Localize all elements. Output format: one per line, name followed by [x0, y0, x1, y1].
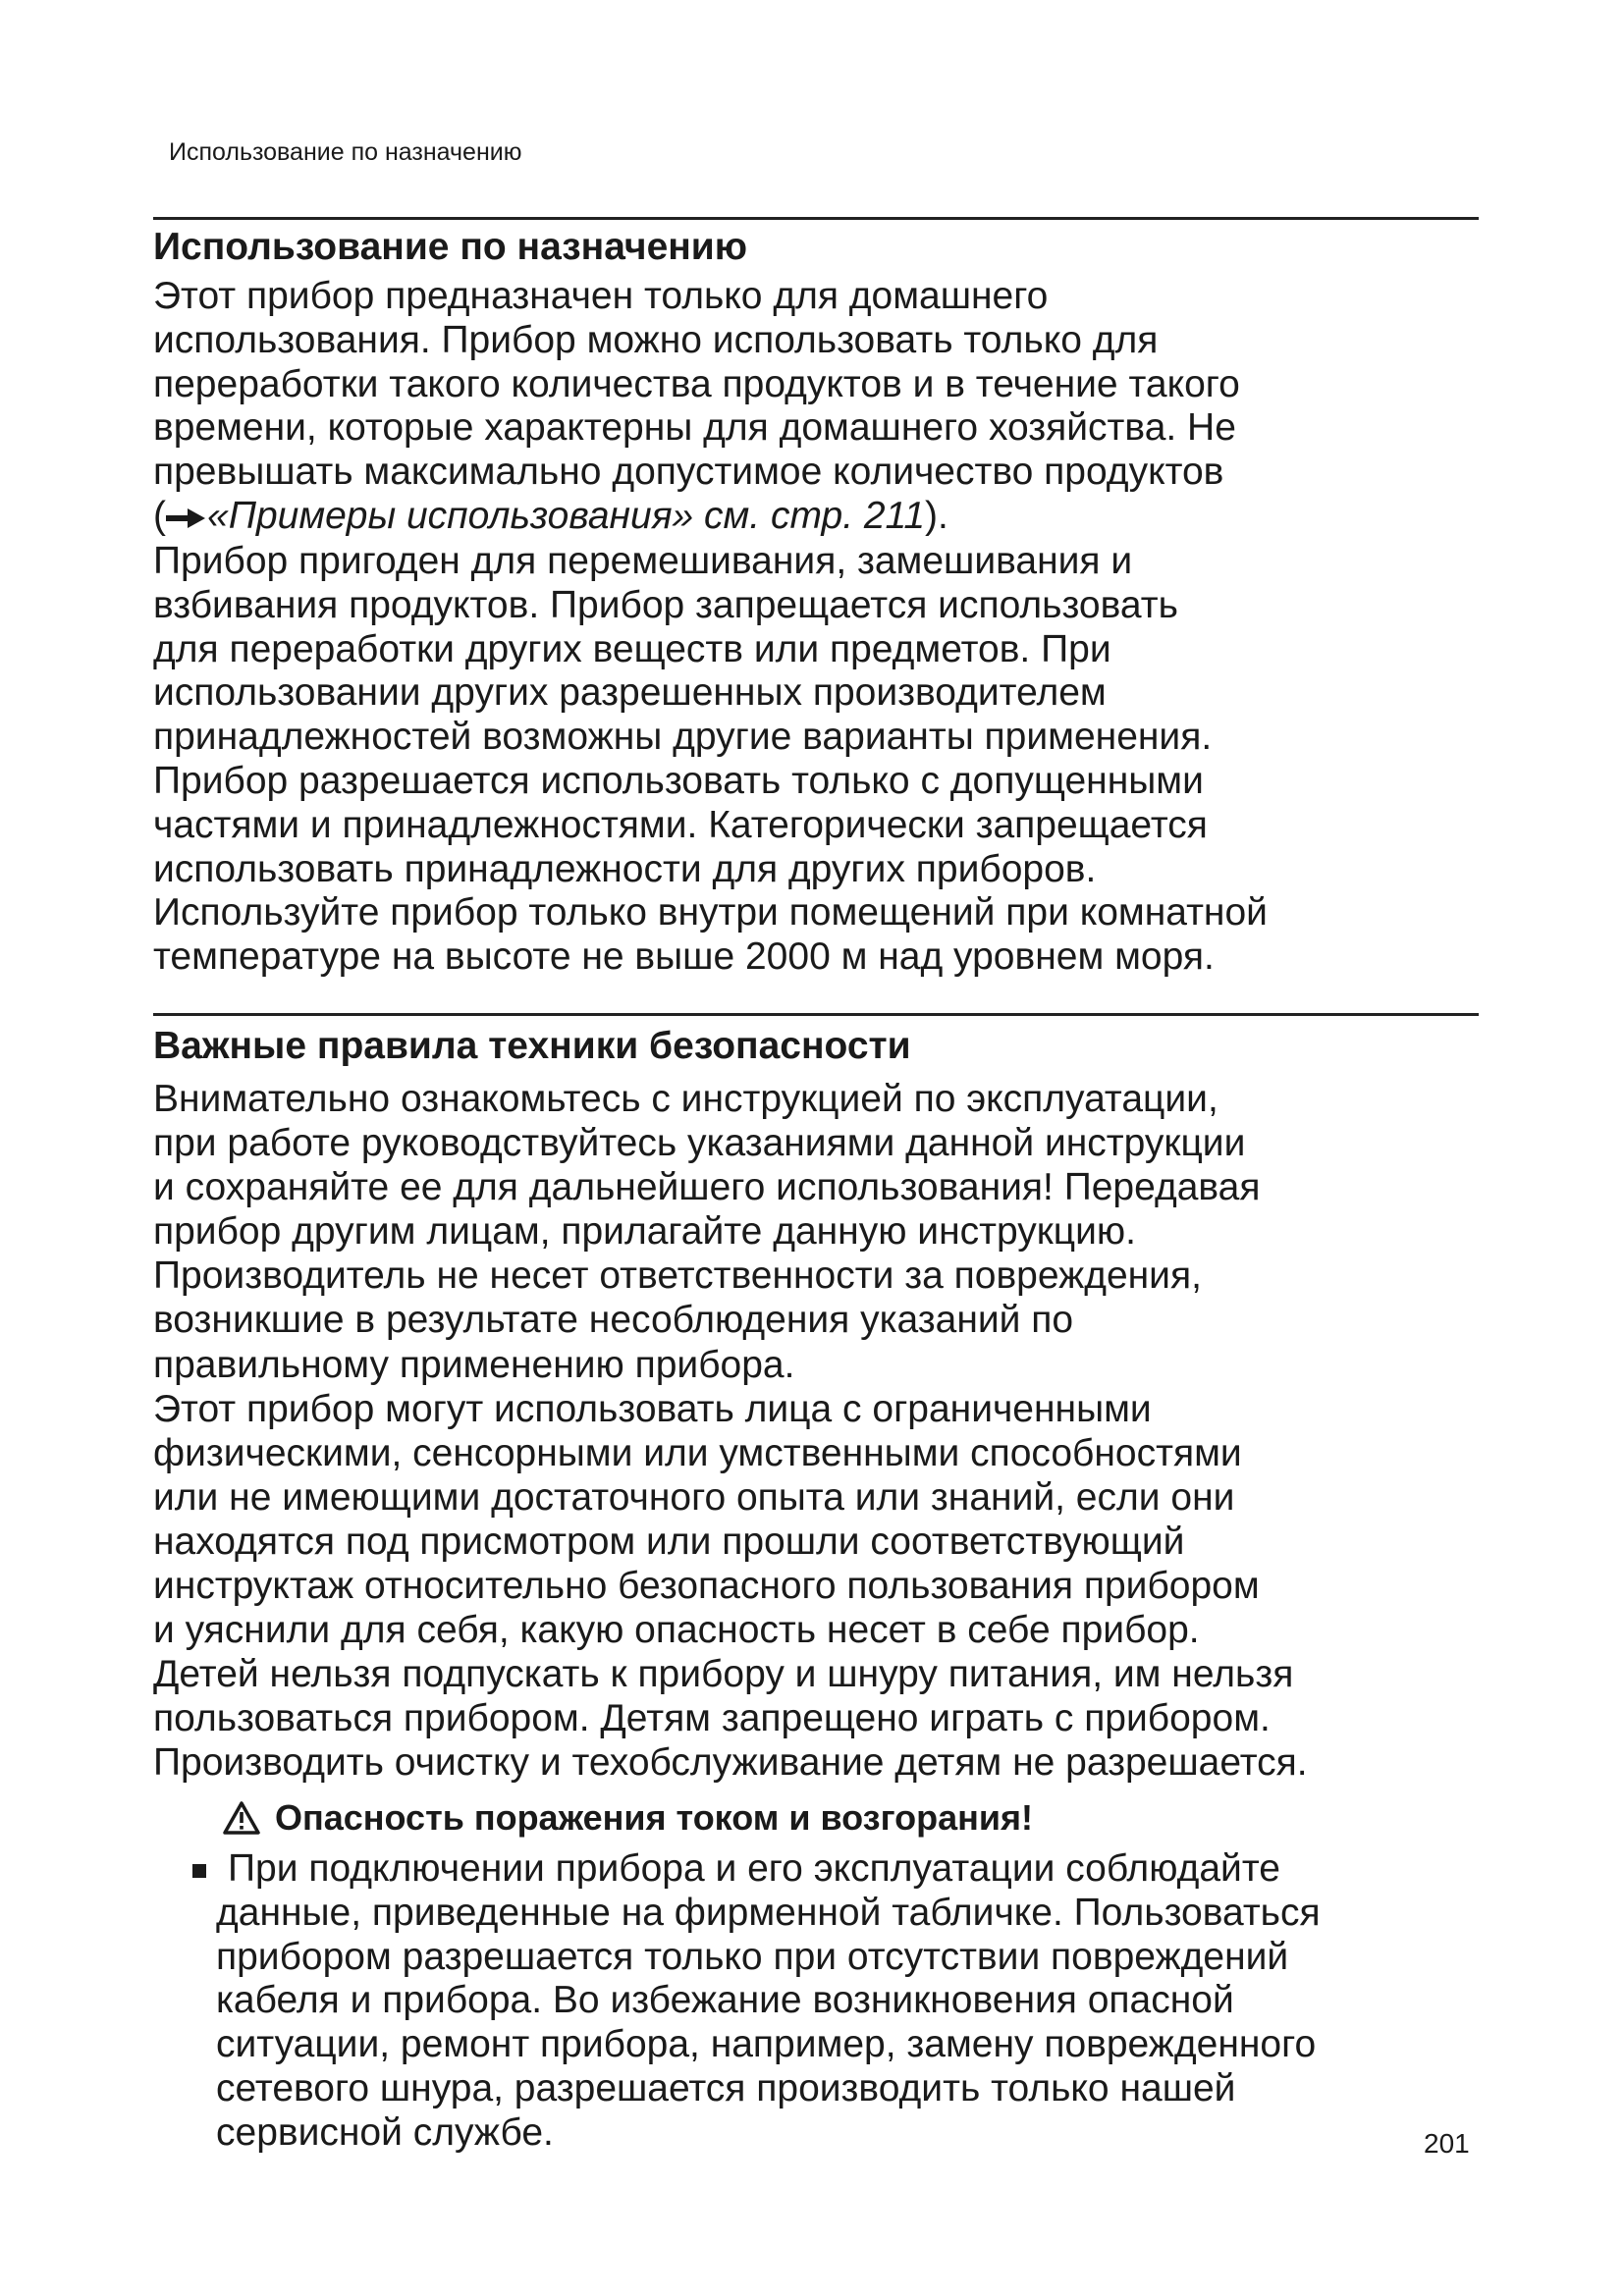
text-line: и сохраняйте ее для дальнейшего использования! Передавая: [153, 1166, 1261, 1209]
text-line: принадлежностей возможны другие варианты применения.: [153, 716, 1213, 759]
text-line: или не имеющими достаточного опыта или знаний, если они: [153, 1475, 1235, 1519]
text-line: При подключении прибора и его эксплуатации соблюдайте: [228, 1847, 1280, 1890]
xref-open-paren: (: [153, 494, 166, 537]
text-line: кабеля и прибора. Во избежание возникновения опасной: [216, 1979, 1234, 2022]
xref-close-paren: ).: [925, 494, 948, 537]
text-line: температуре на высоте не выше 2000 м над уровнем моря.: [153, 935, 1215, 979]
running-header: Использование по назначению: [169, 138, 522, 166]
warning-bullet: [192, 1847, 1498, 2156]
text-line: Внимательно ознакомьтесь с инструкцией по эксплуатации,: [153, 1078, 1218, 1120]
text-line: превышать максимально допустимое количество продуктов: [153, 451, 1224, 494]
text-line: использования. Прибор можно использовать только для: [153, 318, 1159, 361]
text-line: использовании других разрешенных производителем: [153, 671, 1107, 715]
text-line: для переработки других веществ или предметов. При: [153, 627, 1111, 670]
arrow-right-icon: [166, 496, 205, 540]
text-line: использовать принадлежности для других приборов.: [153, 847, 1097, 890]
warning-triangle-icon: [222, 1800, 261, 1847]
text-line: Детей нельзя подпускать к прибору и шнуру питания, им нельзя: [153, 1653, 1294, 1696]
text-line: находятся под присмотром или прошли соответствующий: [153, 1520, 1185, 1563]
text-line: прибором разрешается только при отсутствии повреждений: [216, 1935, 1289, 1978]
text-line: Прибор пригоден для перемешивания, замешивания и: [153, 540, 1133, 583]
warning-title-text: Опасность поражения током и возгорания!: [275, 1797, 1033, 1838]
warning-bullet-text: [206, 1847, 1498, 2156]
section-heading: Важные правила техники безопасности: [153, 1025, 911, 1067]
text-line: сетевого шнура, разрешается производить только нашей: [216, 2066, 1236, 2109]
text-line: переработки такого количества продуктов и в течение такого: [153, 362, 1240, 405]
text-line: сервисной службе.: [216, 2110, 554, 2154]
text-line: Используйте прибор только внутри помещений при комнатной: [153, 891, 1268, 934]
warning-block: [192, 1794, 1498, 2156]
section-safety-rules: [153, 1016, 1489, 1786]
text-line: инструктаж относительно безопасного пользования прибором: [153, 1565, 1260, 1608]
text-line: ситуации, ремонт прибора, например, замену поврежденного: [216, 2023, 1317, 2066]
text-line: частями и принадлежностями. Категорически запрещается: [153, 803, 1208, 846]
section-body: [153, 1077, 1489, 1786]
page-number: 201: [1424, 2128, 1470, 2159]
warning-title: [192, 1794, 1498, 1847]
text-line: возникшие в результате несоблюдения указаний по: [153, 1299, 1074, 1342]
text-line: Этот прибор предназначен только для домашнего: [153, 275, 1049, 317]
text-line: времени, которые характерны для домашнего хозяйства. Не: [153, 406, 1236, 450]
text-line: правильному применению прибора.: [153, 1343, 795, 1386]
text-line: Производить очистку и техобслуживание детям не разрешается.: [153, 1741, 1308, 1785]
cross-reference-link[interactable]: «Примеры использования» см. стр. 211: [207, 494, 926, 537]
text-line: Производитель не несет ответственности за повреждения,: [153, 1255, 1202, 1298]
section-intended-use: [153, 220, 1489, 980]
text-line: взбивания продуктов. Прибор запрещается использовать: [153, 583, 1178, 626]
text-line: физическими, сенсорными или умственными способностями: [153, 1431, 1242, 1474]
section-body: [153, 275, 1489, 980]
text-line: данные, приведенные на фирменной табличке. Пользоваться: [216, 1891, 1321, 1934]
text-line: при работе руководствуйтесь указаниями данной инструкции: [153, 1122, 1246, 1165]
text-line: Этот прибор могут использовать лица с ограниченными: [153, 1387, 1152, 1430]
square-bullet-icon: [192, 1864, 206, 1878]
text-line: Прибор разрешается использовать только с допущенными: [153, 760, 1204, 803]
cross-reference-line: [153, 495, 1489, 540]
text-line: пользоваться прибором. Детям запрещено играть с прибором.: [153, 1697, 1271, 1740]
section-heading: Использование по назначению: [153, 226, 748, 268]
text-line: и уяснили для себя, какую опасность несет в себе прибор.: [153, 1609, 1200, 1652]
text-line: прибор другим лицам, прилагайте данную инструкцию.: [153, 1210, 1137, 1254]
